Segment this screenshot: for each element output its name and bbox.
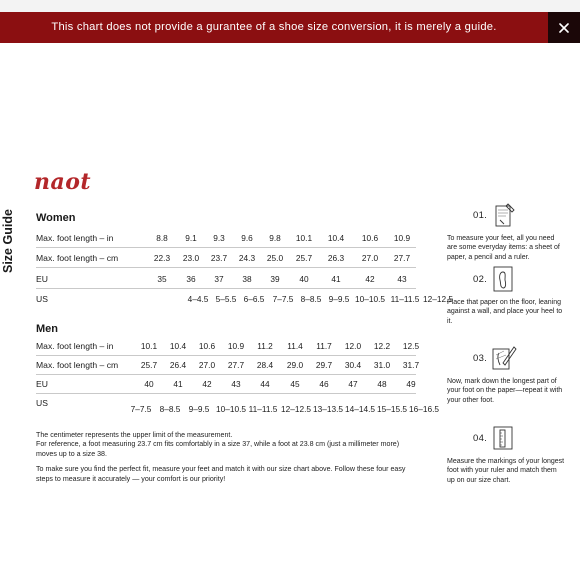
naot-logo: naot (34, 169, 92, 195)
table-cell: 10.1 (295, 233, 313, 243)
step-4 (447, 425, 565, 485)
table-cell: 26.4 (169, 360, 187, 370)
ruler-pencil-icon (488, 200, 518, 230)
table-cell: 11–11.5 (248, 404, 278, 414)
table-cell: 48 (377, 379, 387, 389)
table-cell: 25.7 (140, 360, 158, 370)
table-cell: 28.4 (256, 360, 274, 370)
size-guide-title: Size Guide (1, 209, 15, 273)
table-cell: 27.7 (393, 253, 411, 263)
women-section-title: Women (36, 212, 76, 224)
row-label: Max. foot length – cm (36, 360, 119, 370)
table-cell: 24.3 (238, 253, 256, 263)
table-cell: 9–9.5 (328, 294, 350, 304)
table-cell: 7–7.5 (130, 404, 152, 414)
step-number: 04. (473, 433, 488, 444)
step-description: Place that paper on the floor, leaning against a wall, and place your heel to it. (447, 299, 563, 325)
table-cell: 11.7 (316, 341, 332, 351)
table-cell: 8–8.5 (159, 404, 181, 414)
foot-on-paper-icon (488, 264, 518, 294)
table-cell: 10.9 (393, 233, 411, 243)
table-cell: 37 (214, 274, 224, 284)
table-cell: 10.6 (361, 233, 379, 243)
table-cell: 40 (299, 274, 309, 284)
banner-text: This chart does not provide a gurantee of a shoe size conversion, it is merely a guide. (51, 21, 497, 33)
table-cell: 23.0 (182, 253, 200, 263)
table-cell: 36 (186, 274, 196, 284)
table-cell: 11.2 (257, 341, 273, 351)
table-cell: 43 (231, 379, 241, 389)
disclaimer-banner (0, 12, 580, 43)
table-cell: 10.9 (227, 341, 245, 351)
table-cell: 10.4 (169, 341, 187, 351)
step-description: Now, mark down the longest part of your foot on the paper—repeat it with your other foot. (447, 378, 563, 404)
table-cell: 42 (202, 379, 212, 389)
table-cell: 46 (319, 379, 329, 389)
note-line: The centimeter represents the upper limit of the measurement. (36, 431, 233, 439)
women-row-cm (36, 249, 416, 268)
table-cell: 40 (144, 379, 154, 389)
table-cell: 12.5 (402, 341, 420, 351)
table-cell: 29.7 (315, 360, 333, 370)
row-label: Max. foot length – in (36, 233, 114, 243)
table-cell: 6–6.5 (243, 294, 265, 304)
table-cell: 47 (348, 379, 358, 389)
row-label: EU (36, 274, 48, 284)
table-cell: 44 (260, 379, 270, 389)
men-row-us (36, 394, 439, 414)
step-description: Measure the markings of your longest foot with your ruler and match them up on our size chart. (447, 458, 565, 484)
top-strip (0, 0, 580, 12)
table-cell: 9.1 (185, 233, 197, 243)
men-row-eu (36, 375, 416, 394)
table-cell: 49 (406, 379, 416, 389)
row-label: EU (36, 379, 48, 389)
note-line: To make sure you find the perfect fit, measure your feet and match it with our size chart above. Follow these four easy steps to measure it accurately — your comfort is our priority! (36, 465, 406, 483)
table-cell: 42 (365, 274, 375, 284)
table-cell: 11–11.5 (390, 294, 420, 304)
table-cell: 10–10.5 (355, 294, 385, 304)
pencil-mark-icon (488, 343, 518, 373)
table-cell: 45 (290, 379, 300, 389)
table-cell: 9.3 (213, 233, 225, 243)
step-1 (447, 202, 565, 262)
table-cell: 9–9.5 (188, 404, 210, 414)
table-cell: 16–16.5 (409, 404, 439, 414)
table-cell: 8.8 (156, 233, 168, 243)
table-cell: 41 (173, 379, 183, 389)
row-label: US (36, 398, 48, 408)
table-cell: 10–10.5 (216, 404, 246, 414)
table-cell: 13–13.5 (313, 404, 343, 414)
table-cell: 43 (397, 274, 407, 284)
women-row-in (36, 229, 416, 248)
table-cell: 31.0 (373, 360, 391, 370)
table-cell: 27.0 (198, 360, 216, 370)
table-cell: 10.1 (140, 341, 158, 351)
men-row-cm (36, 356, 420, 375)
table-cell: 23.7 (210, 253, 228, 263)
table-cell: 10.4 (327, 233, 345, 243)
note-line: For reference, a foot measuring 23.7 cm fits comfortably in a size 37, while a foot at 23.8 cm (just a millimeter more) moves up to a size 38. (36, 440, 400, 458)
banner-close-button[interactable] (548, 12, 580, 43)
men-row-in (36, 337, 420, 356)
close-icon (559, 23, 569, 33)
table-cell: 38 (242, 274, 252, 284)
table-cell: 41 (331, 274, 341, 284)
step-description: To measure your feet, all you need are some everyday items: a sheet of paper, a pencil and a ruler. (447, 235, 560, 261)
ruler-measure-icon (488, 423, 518, 453)
table-cell: 22.3 (153, 253, 171, 263)
men-section-title: Men (36, 323, 58, 335)
table-cell: 9.8 (269, 233, 281, 243)
table-cell: 26.3 (327, 253, 345, 263)
table-cell: 8–8.5 (300, 294, 322, 304)
table-cell: 15–15.5 (377, 404, 407, 414)
row-label: Max. foot length – in (36, 341, 114, 351)
table-cell: 27.0 (361, 253, 379, 263)
table-cell: 7–7.5 (272, 294, 294, 304)
women-row-eu (36, 270, 416, 289)
table-cell: 5–5.5 (215, 294, 237, 304)
women-row-us (36, 290, 453, 309)
table-cell: 29.0 (286, 360, 304, 370)
table-cell: 4–4.5 (187, 294, 209, 304)
row-label: US (36, 294, 48, 304)
table-cell: 27.7 (227, 360, 245, 370)
table-cell: 31.7 (402, 360, 420, 370)
table-cell: 35 (157, 274, 167, 284)
table-cell: 30.4 (344, 360, 362, 370)
table-cell: 9.6 (241, 233, 253, 243)
table-cell: 12–12.5 (281, 404, 311, 414)
table-cell: 14–14.5 (345, 404, 375, 414)
table-cell: 12–12.5 (423, 294, 453, 304)
table-cell: 25.7 (295, 253, 313, 263)
step-number: 02. (473, 274, 488, 285)
size-notes (36, 431, 406, 484)
step-number: 01. (473, 210, 488, 221)
table-cell: 10.6 (198, 341, 216, 351)
step-number: 03. (473, 353, 488, 364)
table-cell: 11.4 (287, 341, 303, 351)
table-cell: 25.0 (266, 253, 284, 263)
table-cell: 12.0 (344, 341, 362, 351)
step-3 (447, 345, 565, 405)
step-2 (447, 266, 565, 326)
table-cell: 39 (270, 274, 280, 284)
table-cell: 12.2 (373, 341, 391, 351)
row-label: Max. foot length – cm (36, 253, 119, 263)
